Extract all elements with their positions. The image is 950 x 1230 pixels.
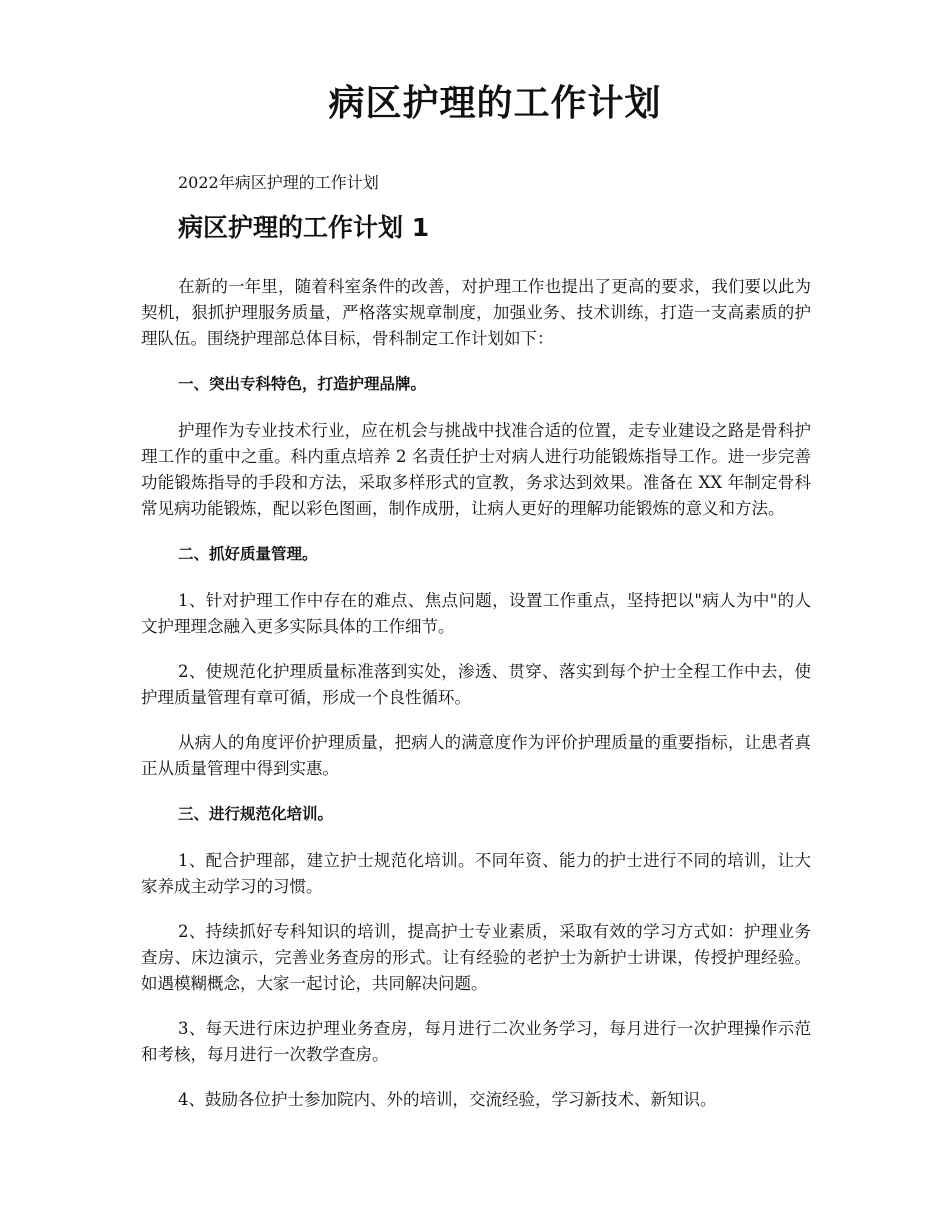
document-subtitle: 2022年病区护理的工作计划 (178, 173, 379, 192)
document-body (141, 274, 811, 1132)
section-title-2: 二、抓好质量管理。 (178, 545, 318, 563)
body-paragraph: 护理作为专业技术行业，应在机会与挑战中找准合适的位置，走专业建设之路是骨科护理工作的重中之重。科内重点培养 2 名责任护士对病人进行功能锻炼指导工作。进一步完善功能锻炼指导的手段和方法，采取多样形式的宣教，务求达到效果。准备在 XX 年制定骨科常见病功能锻炼，配以彩色图画，制作成册，让病人更好的理解功能锻炼的意义和方法。 (141, 421, 811, 518)
body-paragraph: 3、每天进行床边护理业务查房，每月进行二次业务学习，每月进行一次护理操作示范和考核，每月进行一次教学查房。 (141, 1019, 811, 1064)
body-paragraph: 1、配合护理部，建立护士规范化培训。不同年资、能力的护士进行不同的培训，让大家养成主动学习的习惯。 (141, 851, 811, 896)
document-title: 病区护理的工作计划 (328, 83, 662, 124)
body-paragraph: 2、持续抓好专科知识的培训，提高护士专业素质，采取有效的学习方式如：护理业务查房、床边演示，完善业务查房的形式。让有经验的老护士为新护士讲课，传授护理经验。如遇模糊概念，大家一起讨论，共同解决问题。 (141, 922, 811, 993)
intro-paragraph: 在新的一年里，随着科室条件的改善，对护理工作也提出了更高的要求，我们要以此为契机，狠抓护理服务质量，严格落实规章制度，加强业务、技术训练，打造一支高素质的护理队伍。围绕护理部总体目标，骨科制定工作计划如下： (141, 277, 811, 348)
section-title-1: 一、突出专科特色，打造护理品牌。 (178, 375, 427, 393)
body-paragraph: 4、鼓励各位护士参加院内、外的培训，交流经验，学习新技术、新知识。 (178, 1090, 717, 1109)
section-heading: 病区护理的工作计划 1 (178, 213, 430, 242)
body-paragraph: 2、使规范化护理质量标准落到实处，渗透、贯穿、落实到每个护士全程工作中去，使护理质量管理有章可循，形成一个良性循环。 (141, 662, 811, 707)
body-paragraph: 1、针对护理工作中存在的难点、焦点问题，设置工作重点，坚持把以"病人为中"的人文护理理念融入更多实际具体的工作细节。 (141, 591, 811, 636)
section-title-3: 三、进行规范化培训。 (178, 805, 334, 823)
body-paragraph: 从病人的角度评价护理质量，把病人的满意度作为评价护理质量的重要指标，让患者真正从质量管理中得到实惠。 (141, 733, 811, 778)
